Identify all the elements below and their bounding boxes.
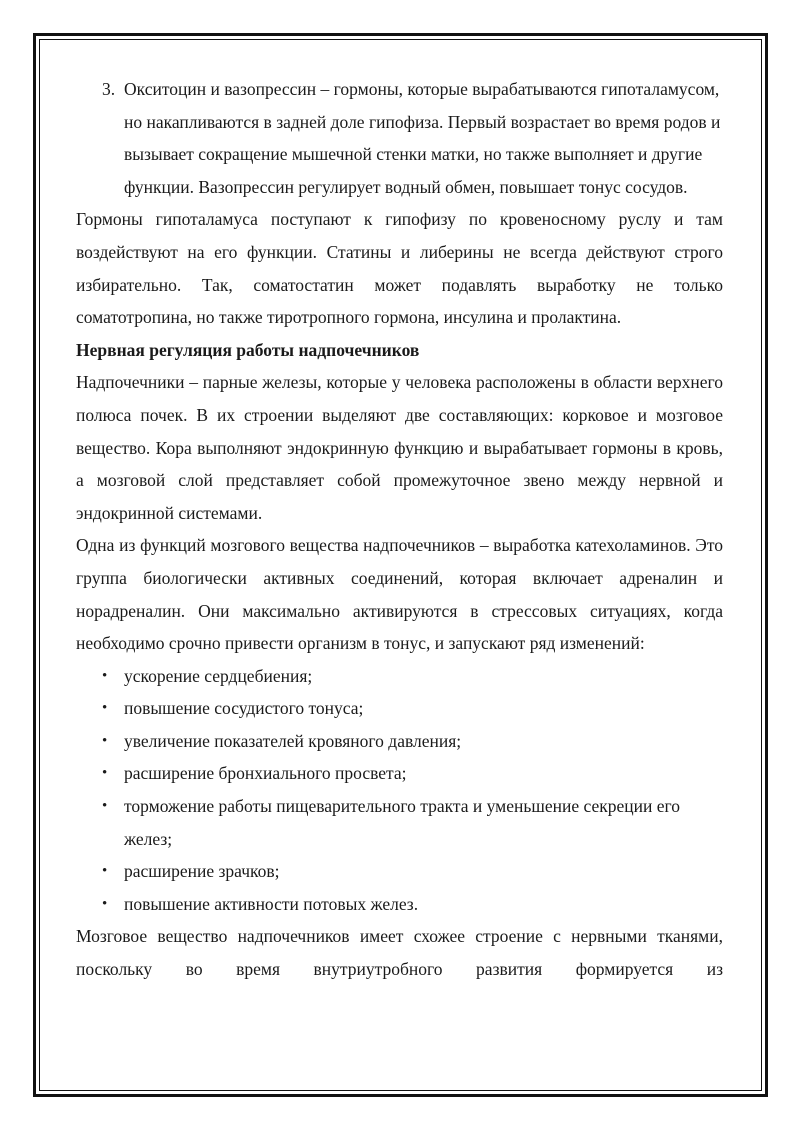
bullet-icon: • <box>102 863 108 880</box>
list-item: • увеличение показателей кровяного давления; <box>76 725 723 758</box>
list-item: • торможение работы пищеварительного тракта и уменьшение секреции его желез; <box>76 790 723 855</box>
paragraph-hypothalamus-hormones: Гормоны гипоталамуса поступают к гипофизу по кровеносному руслу и там воздействуют на его функции. Статины и либерины не всегда действуют строго избирательно. Так, соматостатин может подавлять выработку не только соматотропина, но также тиротропного гормона, инсулина и пролактина. <box>76 209 723 328</box>
bullet-icon: • <box>102 667 108 684</box>
paragraph-catecholamines: Одна из функций мозгового вещества надпочечников – выработка катехоламинов. Это группа биологически активных соединений, которая включает адреналин и норадреналин. Они максимально активируются в стрессовых ситуациях, когда необходимо срочно привести организм в тонус, и запускают ряд изменений: <box>76 535 723 654</box>
list-item-text: Окситоцин и вазопрессин – гормоны, которые вырабатываются гипоталамусом, но накапливаются в задней доле гипофиза. Первый возрастает во время родов и вызывает сокращение мышечной стенки матки, но также выполняет и другие функции. Вазопрессин регулирует водный обмен, повышает тонус сосудов. <box>124 79 721 197</box>
paragraph-adrenal-glands: Надпочечники – парные железы, которые у человека расположены в области верхнего полюса почек. В их строении выделяют две составляющих: корковое и мозговое вещество. Кора выполняют эндокринную функцию и вырабатывает гормоны в кровь, а мозговой слой представляет собой промежуточное звено между нервной и эндокринной системами. <box>76 372 723 523</box>
list-item: • расширение бронхиального просвета; <box>76 757 723 790</box>
list-number: 3. <box>102 79 116 99</box>
list-item: • повышение активности потовых желез. <box>76 888 723 921</box>
document-body <box>76 73 723 986</box>
bullet-icon: • <box>102 700 108 717</box>
bullet-icon: • <box>102 765 108 782</box>
list-item: • ускорение сердцебиения; <box>76 660 723 693</box>
paragraph-medulla-structure: Мозговое вещество надпочечников имеет схожее строение с нервными тканями, поскольку во время внутриутробного развития формируется из <box>76 926 723 980</box>
list-item: • повышение сосудистого тонуса; <box>76 692 723 725</box>
list-item: • расширение зрачков; <box>76 855 723 888</box>
numbered-list-item <box>76 73 723 203</box>
section-heading: Нервная регуляция работы надпочечников <box>76 339 420 360</box>
bullet-icon: • <box>102 895 108 912</box>
bullet-list <box>76 660 723 921</box>
bullet-icon: • <box>102 798 108 815</box>
bullet-icon: • <box>102 732 108 749</box>
